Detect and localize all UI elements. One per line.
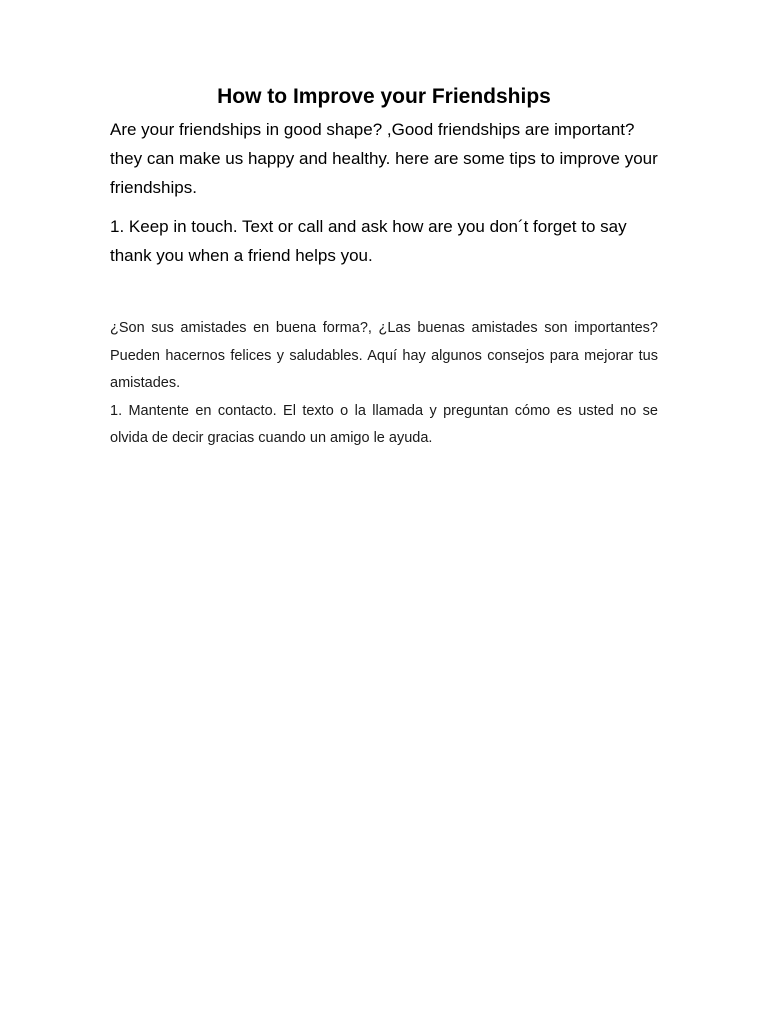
spanish-intro-paragraph: ¿Son sus amistades en buena forma?, ¿Las buenas amistades son importantes? Pueden hacernos felices y saludables. Aquí hay algunos consejos para mejorar tus amistades. <box>110 320 658 391</box>
english-tip-1: 1. Keep in touch. Text or call and ask how are you don´t forget to say thank you when a friend helps you. <box>110 217 627 265</box>
document-page <box>110 82 658 453</box>
document-title: How to Improve your Friendships <box>217 85 551 108</box>
spanish-translation-section <box>110 315 658 453</box>
english-intro-paragraph: Are your friendships in good shape? ,Good friendships are important? they can make us happy and healthy. here are some tips to improve your friendships. <box>110 120 658 197</box>
spanish-tip-1: 1. Mantente en contacto. El texto o la llamada y preguntan cómo es usted no se olvida de decir gracias cuando un amigo le ayuda. <box>110 402 658 446</box>
